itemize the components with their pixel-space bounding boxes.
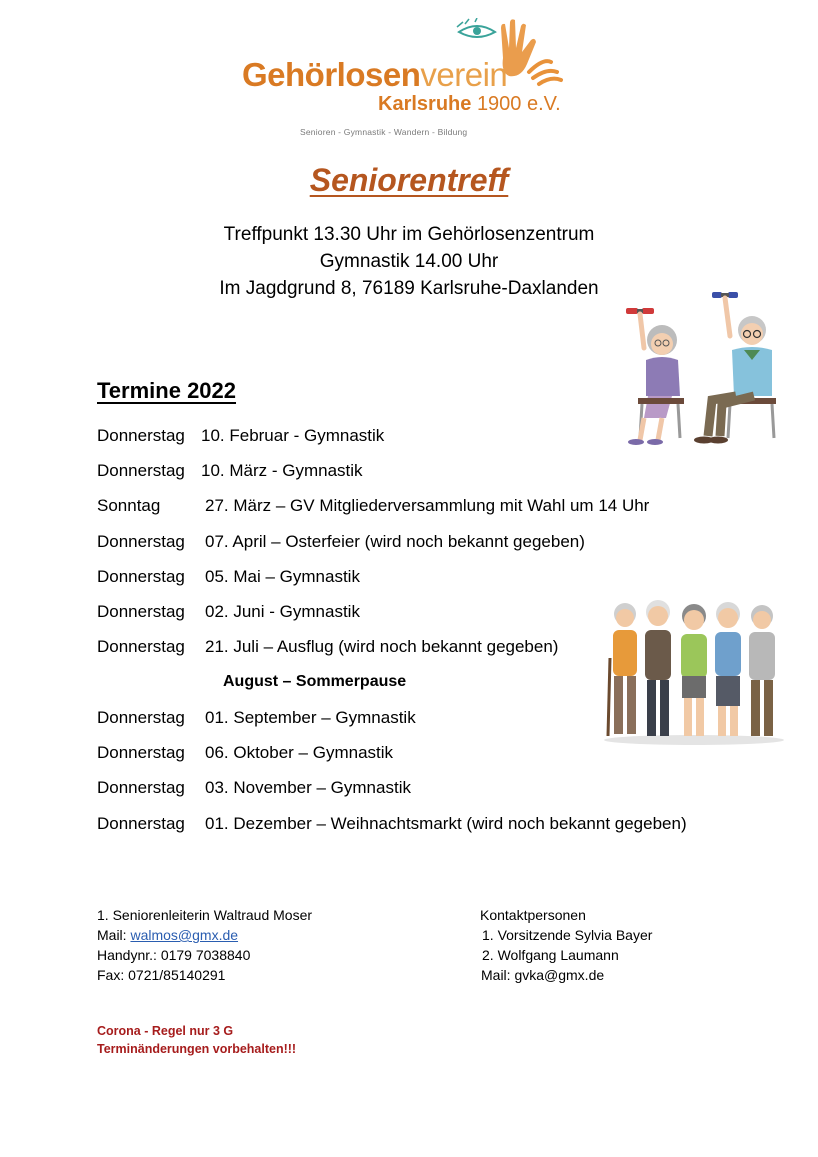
list-item [97,637,558,657]
list-item-text: 05. Mai – Gymnastik [205,567,360,586]
list-item-text: 10. März - Gymnastik [201,461,363,480]
list-item [97,743,393,763]
list-item-day: Donnerstag [97,602,185,621]
list-item-day: Donnerstag [97,814,185,833]
footer-mail-line [97,927,238,943]
list-item-day: Donnerstag [97,532,185,551]
list-item-text: 10. Februar - Gymnastik [201,426,385,445]
list-item-day: Donnerstag [97,637,185,656]
termine-heading: Termine 2022 [97,378,237,403]
list-item-text: 27. März – GV Mitgliederversammlung mit Wahl um 14 Uhr [205,496,650,515]
logo-wordmark [242,56,507,94]
contact-second-chair: 2. Wolfgang Laumann [482,947,619,963]
footer-mail-label: Mail: [97,927,131,943]
info-gymnastics-time: Gymnastik 14.00 Uhr [319,251,499,272]
list-item [97,778,411,798]
contacts-heading: Kontaktpersonen [480,907,586,923]
list-item [97,708,416,728]
list-item [97,814,687,834]
list-item-day: Donnerstag [97,426,185,445]
list-item-day: Donnerstag [97,461,185,480]
list-item-day: Donnerstag [97,567,185,586]
list-item-text: 07. April – Osterfeier (wird noch bekannt gegeben) [205,532,585,551]
footer-leader-name: 1. Seniorenleiterin Waltraud Moser [97,907,313,923]
corona-notice: Corona - Regel nur 3 G [97,1024,234,1038]
summer-break-note: August – Sommerpause [223,673,407,690]
footer-fax: Fax: 0721/85140291 [97,967,226,983]
page-title: Seniorentreff [309,162,509,198]
list-item [97,567,360,587]
list-item-text: 03. November – Gymnastik [205,778,411,797]
list-item-text: 06. Oktober – Gymnastik [205,743,394,762]
logo-name-part2: verein [420,56,508,93]
footer-mail-link[interactable]: walmos@gmx.de [130,927,239,943]
logo-city: Karlsruhe [378,93,472,115]
footer-phone: Handynr.: 0179 7038840 [97,947,251,963]
list-item [97,426,384,446]
list-item-text: 21. Juli – Ausflug (wird noch bekannt gegeben) [205,637,559,656]
list-item-day: Donnerstag [97,743,185,762]
contact-chairwoman: 1. Vorsitzende Sylvia Bayer [482,927,653,943]
contact-mail: Mail: gvka@gmx.de [481,967,605,983]
list-item-text: 02. Juni - Gymnastik [205,602,360,621]
list-item-day: Sonntag [97,496,161,515]
list-item [97,496,649,516]
info-address: Im Jagdgrund 8, 76189 Karlsruhe-Daxlanden [219,278,599,299]
logo-name-part1: Gehörlosen [242,56,421,93]
logo-subline [378,93,561,116]
logo-tagline: Senioren - Gymnastik - Wandern - Bildung [300,127,468,137]
info-meeting-point: Treffpunkt 13.30 Uhr im Gehörlosenzentrum [223,224,595,245]
list-item [97,532,585,552]
seniors-exercising-illustration [622,288,782,448]
senior-group-illustration [600,598,788,746]
list-item-day: Donnerstag [97,708,185,727]
list-item-text: 01. September – Gymnastik [205,708,416,727]
dumbbell-icon [626,308,638,314]
list-item [97,602,360,622]
changes-notice: Terminänderungen vorbehalten!!! [97,1042,297,1056]
list-item-day: Donnerstag [97,778,185,797]
list-item [97,461,363,481]
logo-year: 1900 e.V. [476,93,561,115]
list-item-text: 01. Dezember – Weihnachtsmarkt (wird noch bekannt gegeben) [205,814,687,833]
